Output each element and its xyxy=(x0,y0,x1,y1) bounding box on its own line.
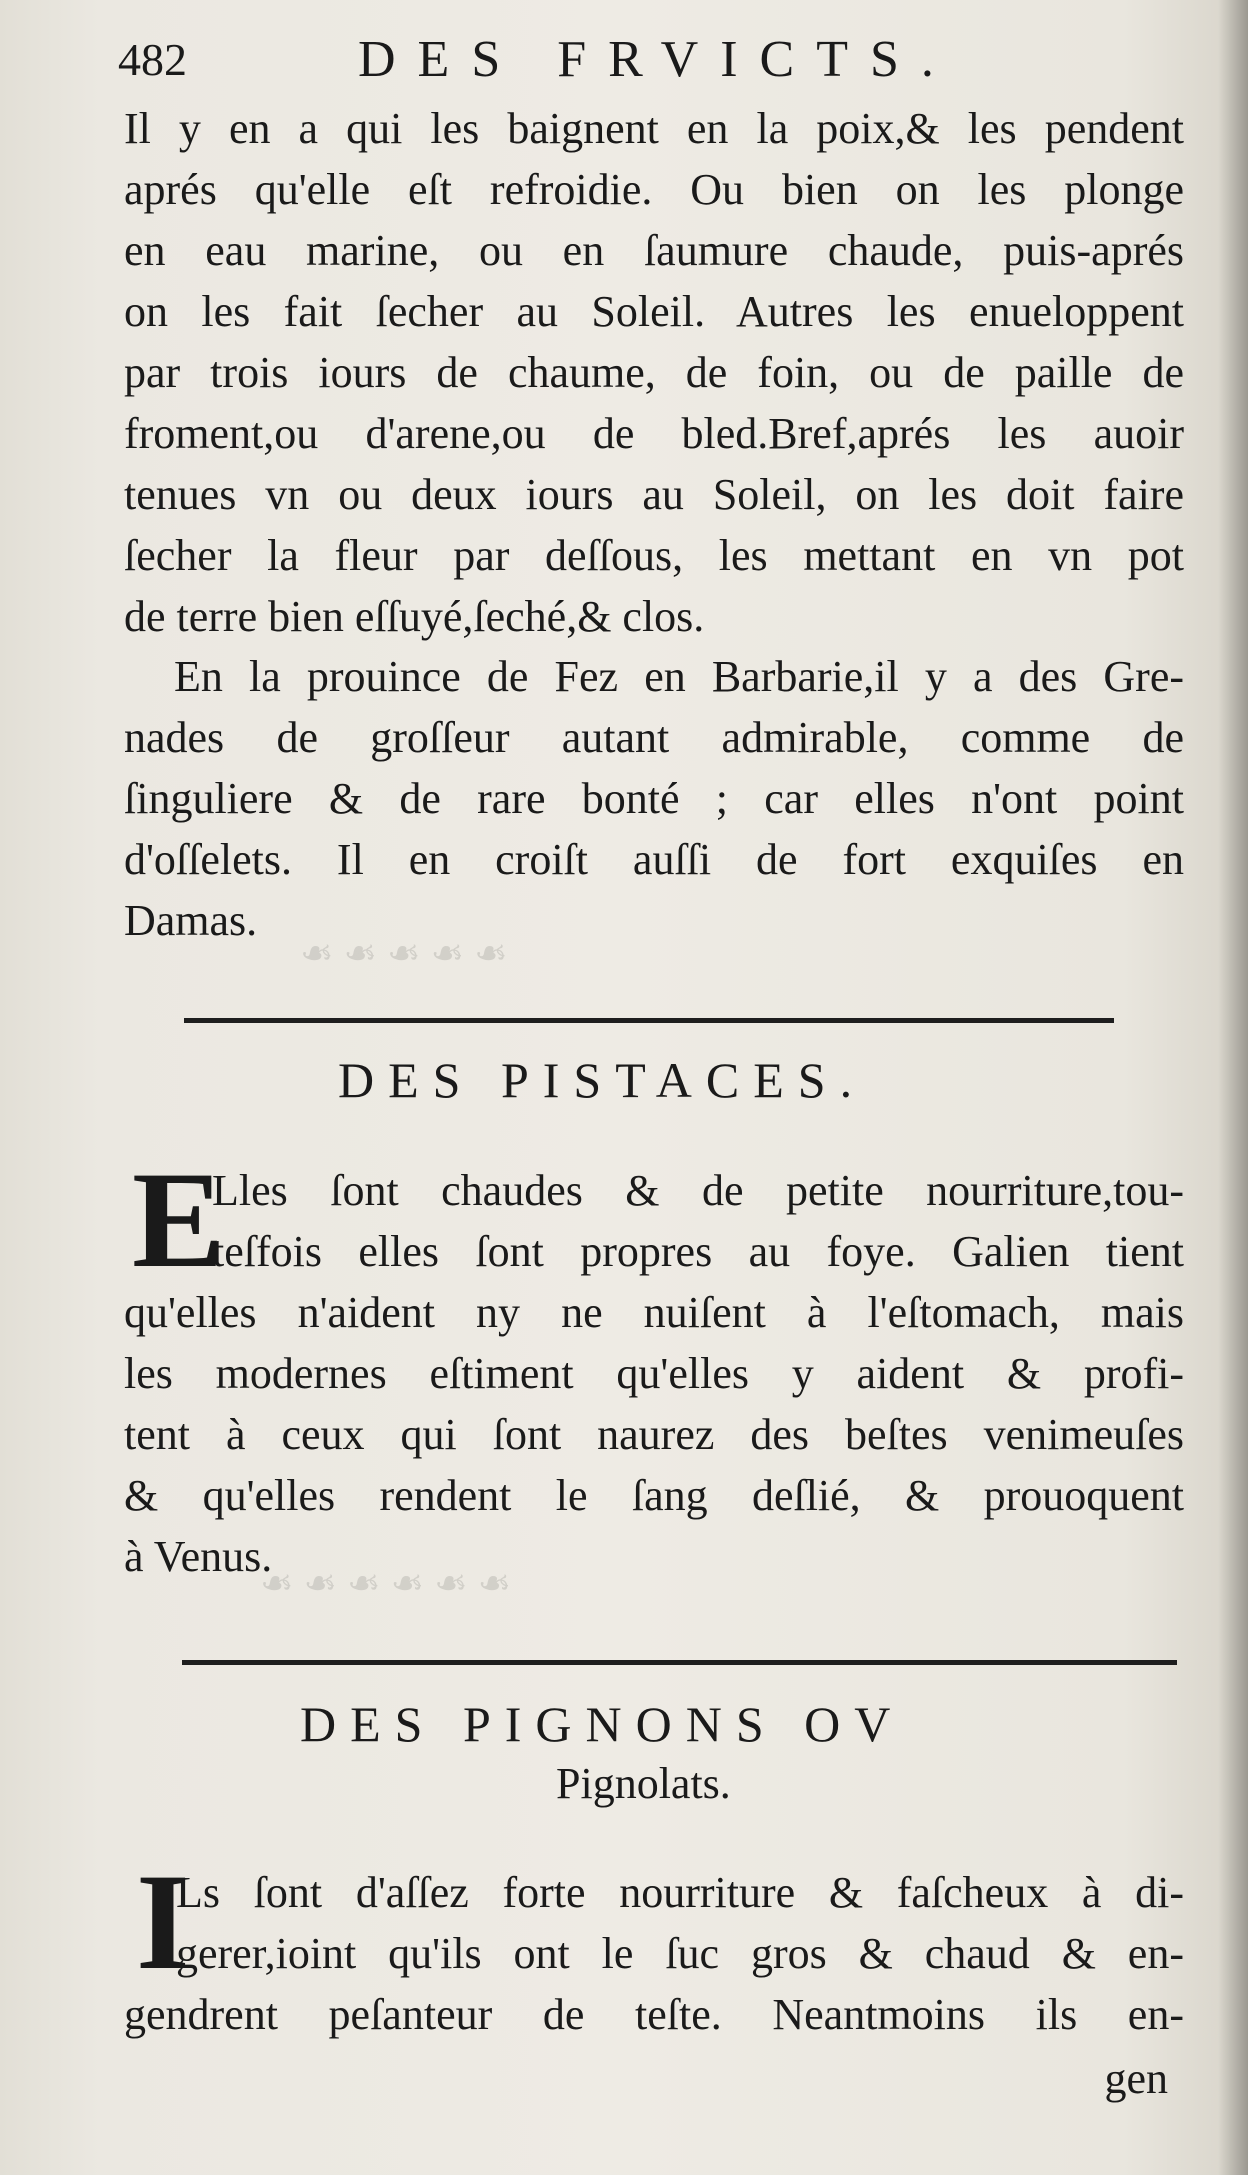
text-line: aprés qu'elle eſt refroidie. Ou bien on les plonge xyxy=(124,165,1184,214)
text-line: & qu'elles rendent le ſang deſlié, & prouoquent xyxy=(124,1471,1184,1520)
running-title: DES FRVICTS. xyxy=(358,31,956,88)
text-line: nades de groſſeur autant admirable, comme de xyxy=(124,713,1184,762)
text-line: en eau marine, ou en ſaumure chaude, puis-aprés xyxy=(124,226,1184,275)
text-line: tenues vn ou deux iours au Soleil, on les doit faire xyxy=(124,470,1184,519)
text-line: de terre bien eſſuyé,ſeché,& clos. xyxy=(124,592,705,641)
drop-cap-i: I xyxy=(136,1845,190,1998)
text-line: Lles ſont chaudes & de petite nourriture,tou- xyxy=(212,1166,1184,1215)
section-divider-rule xyxy=(182,1660,1177,1665)
text-line: on les fait ſecher au Soleil. Autres les enueloppent xyxy=(124,287,1184,336)
page-header xyxy=(118,30,1198,90)
text-line: Ls ſont d'aſſez forte nourriture & faſcheux à di- xyxy=(176,1868,1184,1917)
section-title-pignons: DES PIGNONS OV xyxy=(300,1696,905,1752)
text-line: Damas. xyxy=(124,896,258,945)
text-line: à Venus. xyxy=(124,1532,273,1581)
section-divider-rule xyxy=(184,1018,1114,1023)
section-title-pistaces: DES PISTACES. xyxy=(338,1052,867,1108)
catchword: gen xyxy=(1104,2054,1168,2103)
page-number: 482 xyxy=(118,34,187,85)
pignons-paragraph xyxy=(124,1845,1184,2045)
section-subtitle-pignolats: Pignolats. xyxy=(556,1759,731,1808)
text-line: d'oſſelets. Il en croiſt auſſi de fort exquiſes en xyxy=(124,835,1184,884)
text-line: qu'elles n'aident ny ne nuiſent à l'eſtomach, mais xyxy=(124,1288,1184,1337)
text-line: gendrent peſanteur de teſte. Neantmoins ils en- xyxy=(124,1990,1184,2039)
text-line: Il y en a qui les baignent en la poix,& les pendent xyxy=(124,104,1184,153)
bleed-through-mark: ❧ ❧ ❧ ❧ ❧ ❧ xyxy=(260,1561,512,1606)
text-line: froment,ou d'arene,ou de bled.Bref,aprés les auoir xyxy=(124,409,1184,458)
fez-paragraph xyxy=(124,646,1184,951)
grenades-paragraph xyxy=(124,98,1184,647)
pistaces-paragraph xyxy=(124,1143,1184,1587)
text-line: teſfois elles ſont propres au foye. Galien tient xyxy=(212,1227,1184,1276)
drop-cap-e: E xyxy=(132,1143,225,1296)
text-line: ſinguliere & de rare bonté ; car elles n'ont point xyxy=(124,774,1184,823)
text-line: les modernes eſtiment qu'elles y aident & profi- xyxy=(124,1349,1184,1398)
text-line: tent à ceux qui ſont naurez des beſtes venimeuſes xyxy=(124,1410,1184,1459)
bleed-through-mark: ❧ ❧ ❧ ❧ ❧ xyxy=(300,931,508,976)
text-line: par trois iours de chaume, de foin, ou de paille de xyxy=(124,348,1184,397)
text-line: ſecher la fleur par deſſous, les mettant en vn pot xyxy=(124,531,1184,580)
page-edge-shadow xyxy=(1218,0,1248,2175)
text-line: gerer,ioint qu'ils ont le ſuc gros & chaud & en- xyxy=(176,1929,1184,1978)
text-line: En la prouince de Fez en Barbarie,il y a des Gre- xyxy=(174,652,1184,701)
